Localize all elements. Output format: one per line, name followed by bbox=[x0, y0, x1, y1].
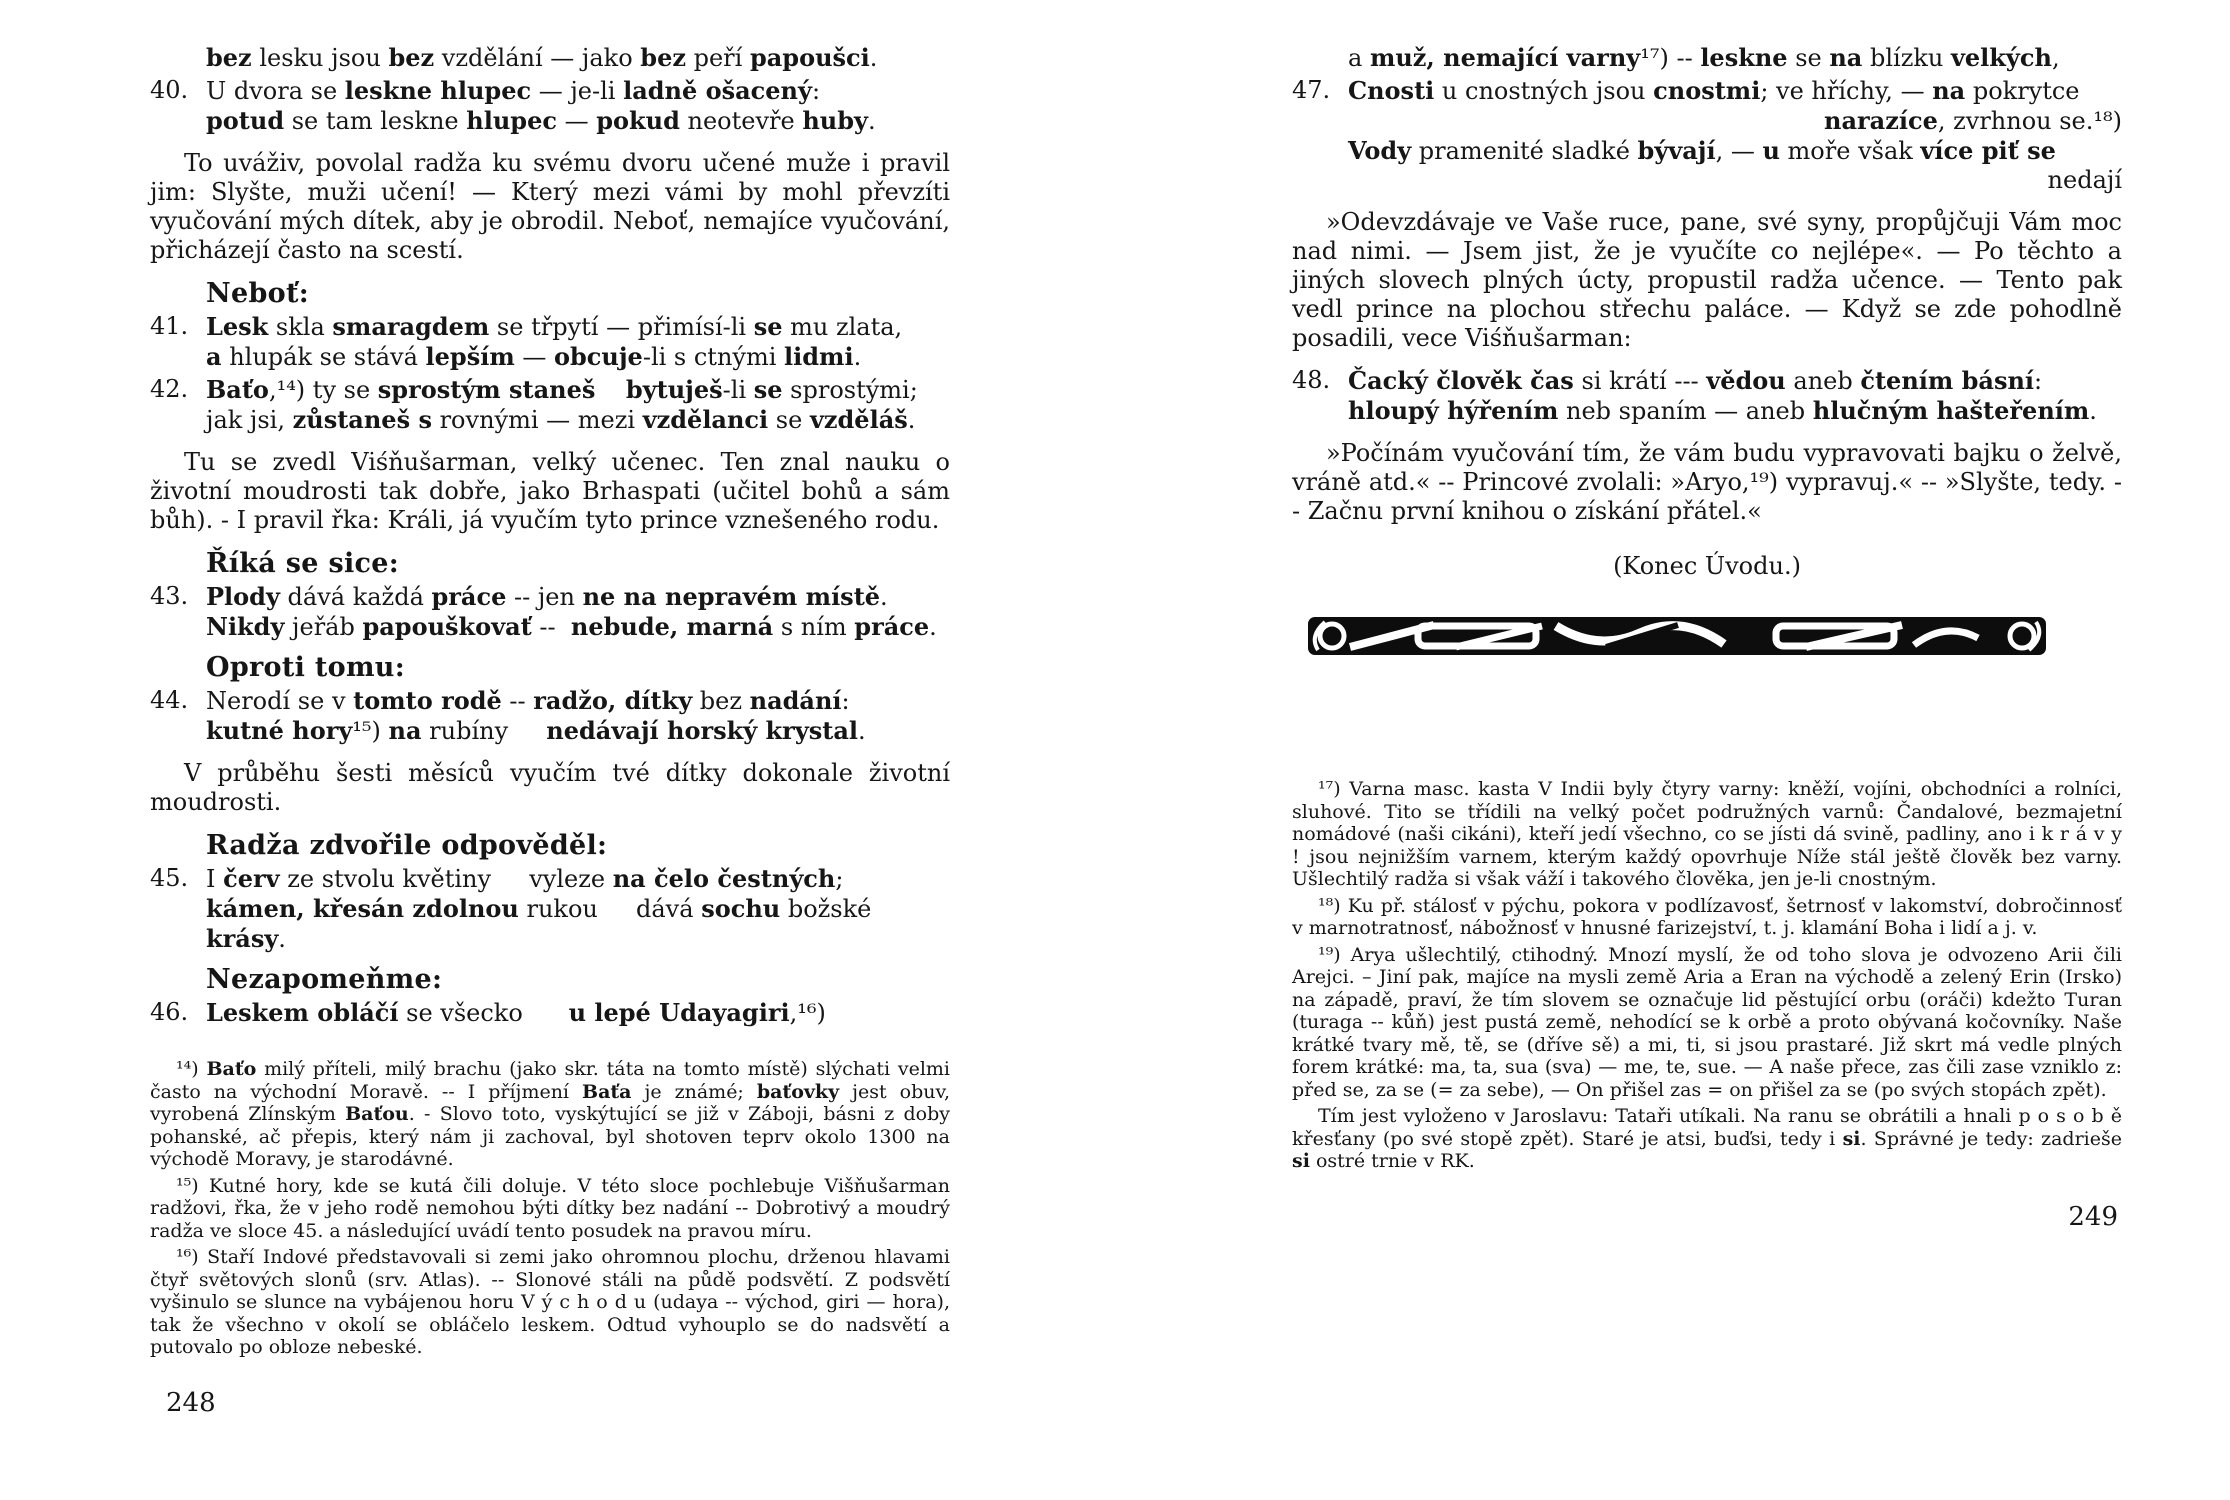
paragraph: V průběhu šesti měsíců vyučím tvé dítky dokonale životní moudrosti. bbox=[150, 759, 950, 816]
page-left bbox=[150, 40, 950, 1418]
verse-body bbox=[1348, 366, 2122, 426]
verse bbox=[150, 582, 950, 642]
section-heading: Radža zdvořile odpověděl: bbox=[206, 830, 608, 861]
paragraph: »Počínám vyučování tím, že vám budu vypravovati bajku o želvě, vráně atd.« -- Princové zvolali: »Aryo,¹⁹) vypravuj.« -- »Slyšte, tedy. -- Začnu první knihou o získání přátel.« bbox=[1292, 439, 2122, 525]
section-heading: Oproti tomu: bbox=[206, 652, 406, 683]
verse bbox=[1292, 366, 2122, 426]
footnote: ¹⁷) Varna masc. kasta V Indii byly čtyry varny: kněží, vojíni, obchodníci a rolníci, sluhové. Tito se třídili na velký počet podružných varnů: Čandalové, bezmajetní nomádové (naši cikáni), kteří jedí všechno, co se jísti dá svině, padliny, ano i k r á v y ! jsou nejnižším varnem, kterým každý opovrhuje Níže stál ještě člověk bez varny. Ušlechtilý radža si však váží i takového člověka, jen je-li cnostným. bbox=[1292, 778, 2122, 890]
footnote: ¹⁹) Arya ušlechtilý, ctihodný. Mnozí myslí, že od toho slova je odvozeno Arii čili Arejci. – Jiní pak, majíce na mysli země Aria a Eran na východě a zelený Erin (Irsko) na západě, praví, že tím slovem se označuje lid pěstující orbu (oráči) kdežto Turan (turaga -- kůň) jest pustá země, nehodící se k orbě a proto obývaná kočovníky. Naše krátké tvary mě, tě, se (dříve sě) a mi, ti, si jsou prastaré. Již skrt má vedle plných forem krátké: ma, ta, sua (sva) — me, te, sue. — A naše přece, zas čili zase vzniklo z: před se, za se (= za sebe), — On přišel zas = on přišel za se (po svých stopách zpět). bbox=[1292, 943, 2122, 1101]
verse-line: kutné hory¹⁵) na rubíny nedávají horský krystal. bbox=[206, 716, 866, 745]
verse-line: hloupý hýřením neb spaním — aneb hlučným hašteřením. bbox=[1348, 396, 2097, 425]
footnote: ¹⁸) Ku př. stálosť v pýchu, pokora v podlízavosť, šetrnosť v lakomství, dobročinnosť v marnotratnosť, nábožnosť v hnusné farizejství, t. j. klamání Boha i lidí a j. v. bbox=[1292, 894, 2122, 939]
footnote: Tím jest vyloženo v Jaroslavu: Tataři utíkali. Na ranu se obrátili a hnali p o s o b ě křesťany (po své stopě zpět). Staré je atsi, buďsi, tedy i si. Správné je tedy: zadrieše si ostré trnie v RK. bbox=[1292, 1105, 2122, 1172]
paragraph: Tu se zvedl Viśňušarman, velký učenec. Ten znal nauku o životní moudrosti tak dobře, jako Brhaspati (učitel bohů a sám bůh). - I pravil řka: Králi, já vyučím tyto prince vznešeného rodu. bbox=[150, 448, 950, 534]
verse-body bbox=[206, 998, 950, 1028]
verse-line: Plody dává každá práce -- jen ne na nepravém místě. bbox=[206, 582, 888, 611]
verse bbox=[150, 375, 950, 435]
verse-line: I červ ze stvolu květiny vyleze na čelo čestných; bbox=[206, 864, 844, 893]
verse bbox=[150, 312, 950, 372]
section-heading: Nezapomeňme: bbox=[206, 964, 443, 995]
verse-line: Vody pramenité sladké bývají, — u moře však více piť se bbox=[1348, 136, 2056, 165]
verse bbox=[150, 43, 950, 73]
page-right bbox=[1292, 40, 2122, 1232]
verse-body bbox=[206, 864, 950, 954]
verse-line: a hlupák se stává lepším — obcuje-li s ctnými lidmi. bbox=[206, 342, 862, 371]
verse-line: bez lesku jsou bez vzdělání — jako bez peří papoušci. bbox=[206, 43, 878, 72]
page-number-right: 249 bbox=[2068, 1201, 2118, 1232]
verse-body bbox=[206, 76, 950, 136]
verse bbox=[150, 998, 950, 1028]
verse-line: Lesk skla smaragdem se třpytí — přimísí-li se mu zlata, bbox=[206, 312, 903, 341]
verse-line: U dvora se leskne hlupec — je-li ladně ošacený: bbox=[206, 76, 821, 105]
verse-body bbox=[206, 43, 950, 73]
verse bbox=[150, 686, 950, 746]
paragraph: »Odevzdávaje ve Vaše ruce, pane, své syny, propůjčuji Vám moc nad nimi. — Jsem jist, že je vyučíte co nejlépe«. — Po těchto a jiných slovech plných úcty, propustil radža učence. — Tento pak vedl prince na plochou střechu paláce. — Když se zde pohodlně posadili, vece Viśňušarman: bbox=[1292, 208, 2122, 352]
verse-number bbox=[1292, 43, 1348, 73]
verse-number: 45. bbox=[150, 864, 189, 892]
verse-number: 43. bbox=[150, 582, 189, 610]
verse-line: narazíce, zvrhnou se.¹⁸) bbox=[1824, 106, 2122, 135]
verse bbox=[1292, 43, 2122, 73]
verse-number: 48. bbox=[1292, 366, 1331, 394]
verse-body bbox=[206, 375, 950, 435]
verse-number bbox=[150, 43, 206, 73]
verse bbox=[150, 76, 950, 136]
footnote: ¹⁴) Baťo milý příteli, milý brachu (jako skr. táta na tomto místě) slýchati velmi často na východní Moravě. -- I příjmení Baťa je známé; baťovky jest obuv, vyrobená Zlínským Baťou. - Slovo toto, vyskýtující se již v Záboji, básni z doby pohanské, ač přepis, který nám ji zachoval, byl shotoven teprv okolo 1300 na východě Moravy, je starodávné. bbox=[150, 1058, 951, 1170]
page-number-left: 248 bbox=[166, 1387, 216, 1418]
section-heading: Říká se sice: bbox=[206, 548, 400, 579]
verse-body bbox=[1348, 43, 2122, 73]
verse-number: 42. bbox=[150, 375, 189, 403]
verse-line: Cnosti u cnostných jsou cnostmi; ve hříchy, — na pokrytce bbox=[1348, 76, 2080, 105]
verse-body bbox=[206, 686, 950, 746]
verse-line: Nerodí se v tomto rodě -- radžo, dítky bez nadání: bbox=[206, 686, 850, 715]
verse-number: 41. bbox=[150, 312, 189, 340]
page-right-content bbox=[1292, 43, 2122, 1173]
verse-line: Leskem obláčí se všecko u lepé Udayagiri,¹⁶) bbox=[206, 998, 826, 1027]
verse-number: 44. bbox=[150, 686, 189, 714]
verse bbox=[150, 864, 950, 954]
verse-line: Baťo,¹⁴) ty se sprostým staneš bytuješ-li se sprostými; bbox=[206, 375, 918, 404]
verse-line: Čacký člověk čas si krátí --- vědou aneb čtením básní: bbox=[1348, 366, 2043, 395]
footnote: ¹⁵) Kutné hory, kde se kutá čili doluje. V této sloce pochlebuje Višňušarman radžovi, řka, že v jeho rodě nemohou býti dítky bez nadání -- Dobrotivý a moudrý radža ve sloce 45. a následující uvádí tento posudek na pravou míru. bbox=[150, 1174, 950, 1242]
verse-body bbox=[1348, 76, 2122, 195]
page-left-content bbox=[150, 43, 950, 1359]
end-of-intro-note: (Konec Úvodu.) bbox=[1613, 552, 1801, 580]
verse-line: jak jsi, zůstaneš s rovnými — mezi vzdělanci se vzděláš. bbox=[206, 405, 916, 434]
verse-line: a muž, nemající varny¹⁷) -- leskne se na blízku velkých, bbox=[1348, 43, 2060, 72]
verse-line: Nikdy jeřáb papouškovať -- nebude, marná s ním práce. bbox=[206, 612, 937, 641]
verse-number: 46. bbox=[150, 998, 189, 1026]
section-heading: Neboť: bbox=[206, 278, 309, 309]
verse-line: kámen, křesán zdolnou rukou dává sochu božské krásy. bbox=[206, 894, 879, 953]
verse-number: 40. bbox=[150, 76, 189, 104]
verse-line: nedají bbox=[2047, 166, 2122, 194]
footnote: ¹⁶) Staří Indové představovali si zemi jako ohromnou plochu, drženou hlavami čtyř světových slonů (srv. Atlas). -- Slonové stáli na půdě podsvětí. Z podsvětí vyšinulo se slunce na vybájenou horu V ý c h o d u (udaya -- východ, giri — hora), tak že všechno v okolí se obláčelo leskem. Odtud vyhouplo se do nadsvětí a putovalo po obloze nebeské. bbox=[150, 1246, 950, 1358]
paragraph: To uváživ, povolal radža ku svému dvoru učené muže i pravil jim: Slyšte, muži učení! — Který mezi vámi by mohl převzíti vyučování mých dítek, aby je obrodil. Neboť, nemajíce vyučování, přicházejí často na scestí. bbox=[150, 149, 950, 264]
verse bbox=[1292, 76, 2122, 195]
verse-body bbox=[206, 582, 950, 642]
verse-number: 47. bbox=[1292, 76, 1331, 104]
ornament-divider bbox=[1306, 613, 2048, 659]
verse-body bbox=[206, 312, 950, 372]
verse-line: potud se tam leskne hlupec — pokud neotevře huby. bbox=[206, 106, 876, 135]
